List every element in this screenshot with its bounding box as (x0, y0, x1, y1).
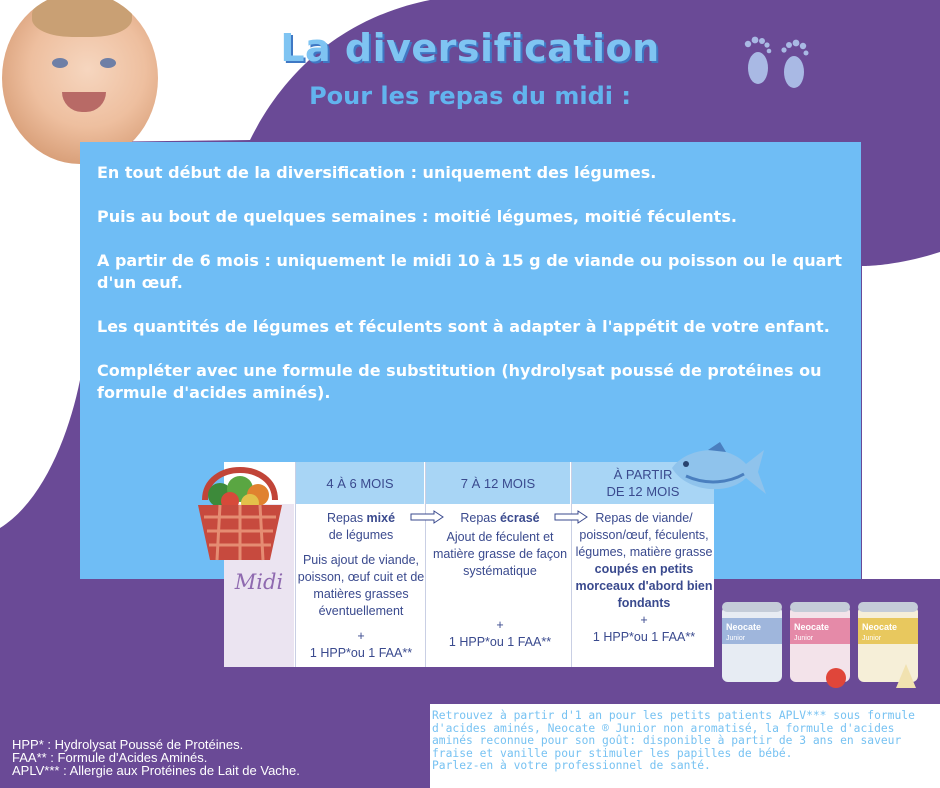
cell-7-12-months (428, 510, 572, 651)
baby-feet-icon (736, 30, 816, 90)
cell-text: Puis ajout de viande, poisson, œuf cuit et de matières grasses éventuellement (297, 553, 425, 618)
advice-paragraph-2: Puis au bout de quelques semaines : moitié légumes, moitié féculents. (97, 207, 737, 226)
cell-supplement: 1 HPP*ou 1 FAA** (448, 635, 552, 649)
meal-table (224, 462, 714, 667)
footnote-hpp: HPP* : Hydrolysat Poussé de Protéines. (12, 737, 244, 752)
advice-paragraph-3: A partir de 6 mois : uniquement le midi 10 à 15 g de viande ou poisson ou le quart d'un œuf. (97, 251, 842, 292)
fish-icon (668, 440, 768, 500)
arrow-right-icon (554, 510, 588, 524)
cell-text: Repas (460, 511, 500, 525)
neocate-info-text: Retrouvez à partir d'1 an pour les petits patients APLV*** sous formule d'acides aminés, Neocate ® Junior non aromatisé, la formule d'acides aminés reconnue pour son goût: disponible à partir de 3 ans en saveur fraise et vanille pour stimuler les papilles de bébé. Parlez-en à votre professionnel de santé. (432, 709, 915, 773)
can-brand: Neocate (862, 622, 898, 632)
page-subtitle: Pour les repas du midi : (309, 82, 631, 110)
footnote-faa: FAA** : Formule d'Acides Aminés. (12, 750, 208, 765)
advice-paragraph-4: Les quantités de légumes et féculents sont à adapter à l'appétit de votre enfant. (97, 317, 830, 336)
table-header-4-6: 4 À 6 MOIS (296, 462, 424, 504)
page-title: La diversification (280, 26, 660, 70)
cell-emphasis: écrasé (499, 511, 540, 525)
cell-plus: + (357, 629, 365, 643)
cell-supplement: 1 HPP*ou 1 FAA** (309, 646, 413, 660)
cell-text: de légumes (328, 528, 394, 542)
cell-text: Ajout de féculent et matière grasse de façon systématique (432, 530, 568, 578)
can-brand: Neocate (794, 622, 830, 632)
can-variant: Junior (726, 635, 746, 642)
row-label-midi: Midi (234, 570, 284, 594)
footnote-aplv: APLV*** : Allergie aux Protéines de Lait de Vache. (12, 763, 300, 778)
advice-text (97, 162, 847, 426)
cell-text: Repas de viande/ poisson/œuf, féculents, légumes, matière grasse (575, 511, 713, 559)
advice-paragraph-5: Compléter avec une formule de substitution (hydrolysat poussé de protéines ou formule d'acides aminés). (97, 361, 822, 402)
cell-plus: + (496, 618, 504, 632)
vegetable-basket-icon (190, 455, 290, 565)
formula-cans-image (720, 598, 934, 692)
table-header-7-12: 7 À 12 MOIS (426, 462, 570, 504)
cell-supplement: 1 HPP*ou 1 FAA** (592, 630, 696, 644)
can-brand: Neocate (726, 622, 762, 632)
table-header-12-plus: À PARTIR DE 12 MOIS (572, 462, 714, 504)
can-variant: Junior (862, 635, 882, 642)
cell-plus: + (640, 613, 648, 627)
cell-text: Repas (326, 511, 367, 525)
cell-4-6-months (296, 510, 426, 662)
cell-emphasis: mixé (366, 511, 396, 525)
arrow-right-icon (410, 510, 444, 524)
cell-12-plus-months (574, 510, 714, 646)
cell-emphasis: coupés en petits morceaux d'abord bien fondants (575, 562, 713, 610)
advice-paragraph-1: En tout début de la diversification : uniquement des légumes. (97, 163, 657, 182)
footnotes (12, 738, 300, 777)
can-variant: Junior (794, 635, 814, 642)
